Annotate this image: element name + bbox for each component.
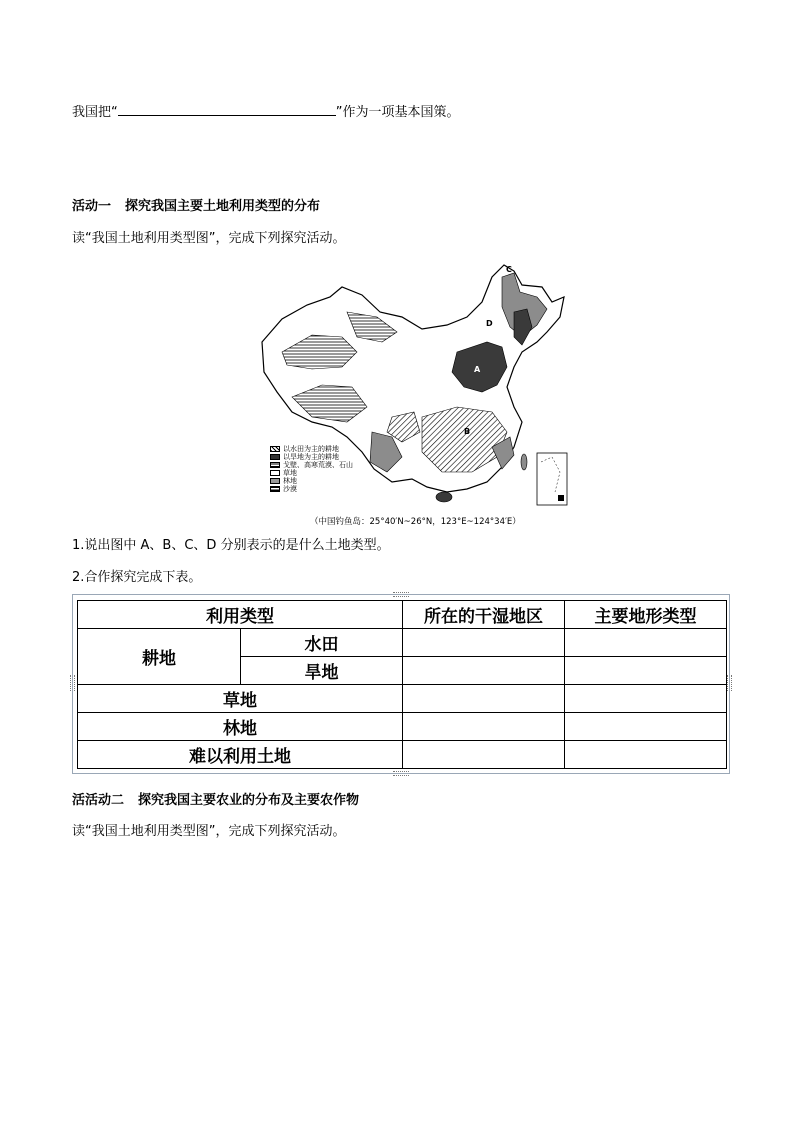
legend-label: 草地 <box>283 469 297 477</box>
legend-label: 以旱地为主的耕地 <box>283 453 339 461</box>
answer-cell[interactable] <box>403 741 565 769</box>
legend-label: 沙漠 <box>283 485 297 493</box>
legend-desert <box>270 485 353 493</box>
cell-paddy: 水田 <box>241 629 403 657</box>
table-row-paddy <box>78 629 727 657</box>
legend-label: 林地 <box>283 477 297 485</box>
table-row-hard-to-use <box>78 741 727 769</box>
legend-stripes-swatch <box>270 486 280 492</box>
activity2-title <box>72 792 359 810</box>
map-legend <box>270 445 353 493</box>
legend-hatch-swatch <box>270 446 280 452</box>
table-row-grassland <box>78 685 727 713</box>
answer-cell[interactable] <box>565 713 727 741</box>
cell-forest: 林地 <box>78 713 403 741</box>
taiwan-island <box>521 454 527 470</box>
answer-cell[interactable] <box>403 657 565 685</box>
activity1-number: 活动一 <box>72 199 112 214</box>
land-use-map <box>252 257 572 529</box>
header-region: 所在的干湿地区 <box>403 601 565 629</box>
map-label-a: A <box>474 365 481 374</box>
answer-cell[interactable] <box>565 629 727 657</box>
legend-white-swatch <box>270 470 280 476</box>
answer-cell[interactable] <box>565 657 727 685</box>
table-resize-handle-bottom[interactable] <box>393 771 409 776</box>
question-1: 1.说出图中 A、B、C、D 分别表示的是什么土地类型。 <box>72 538 390 553</box>
activity2-heading: 探究我国主要农业的分布及主要农作物 <box>138 793 360 808</box>
activity2-intro: 读“我国土地利用类型图”，完成下列探究活动。 <box>72 824 346 839</box>
answer-cell[interactable] <box>565 741 727 769</box>
cell-grassland: 草地 <box>78 685 403 713</box>
legend-dryland <box>270 453 353 461</box>
policy-suffix: ”作为一项基本国策。 <box>335 105 460 120</box>
land-use-table-frame <box>72 594 730 774</box>
legend-gobi <box>270 461 353 469</box>
legend-dark-swatch <box>270 454 280 460</box>
legend-grassland <box>270 469 353 477</box>
table-resize-handle-left[interactable] <box>70 675 75 691</box>
question-2: 2.合作探究完成下表。 <box>72 570 202 585</box>
table-header-row <box>78 601 727 629</box>
map-caption: （中国钓鱼岛：25°40′N~26°N，123°E~124°34′E） <box>310 517 521 527</box>
cell-dryland: 旱地 <box>241 657 403 685</box>
land-use-table <box>77 600 727 769</box>
legend-label: 以水田为主的耕地 <box>283 445 339 453</box>
activity1-title <box>72 198 320 216</box>
answer-blank[interactable] <box>118 103 336 116</box>
policy-prefix: 我国把“ <box>72 105 118 120</box>
legend-forest <box>270 477 353 485</box>
hainan-island <box>436 492 452 502</box>
legend-label: 戈壁、高寒荒漠、石山 <box>283 461 353 469</box>
answer-cell[interactable] <box>403 713 565 741</box>
activity1-heading: 探究我国主要土地利用类型的分布 <box>125 199 321 214</box>
table-row-forest <box>78 713 727 741</box>
header-type: 利用类型 <box>78 601 403 629</box>
table-resize-handle-right[interactable] <box>727 675 732 691</box>
header-terrain: 主要地形类型 <box>565 601 727 629</box>
legend-gray-swatch <box>270 478 280 484</box>
map-label-c: C <box>506 265 512 274</box>
activity1-intro: 读“我国土地利用类型图”，完成下列探究活动。 <box>72 231 346 246</box>
legend-lines-swatch <box>270 462 280 468</box>
map-label-d: D <box>486 319 493 328</box>
answer-cell[interactable] <box>403 629 565 657</box>
policy-line <box>72 103 460 122</box>
answer-cell[interactable] <box>403 685 565 713</box>
legend-paddy <box>270 445 353 453</box>
cell-hard-to-use: 难以利用土地 <box>78 741 403 769</box>
cell-cultivated: 耕地 <box>78 629 241 685</box>
table-resize-handle-top[interactable] <box>393 592 409 597</box>
answer-cell[interactable] <box>565 685 727 713</box>
map-label-b: B <box>464 427 471 436</box>
activity2-number: 活活动二 <box>72 793 125 808</box>
